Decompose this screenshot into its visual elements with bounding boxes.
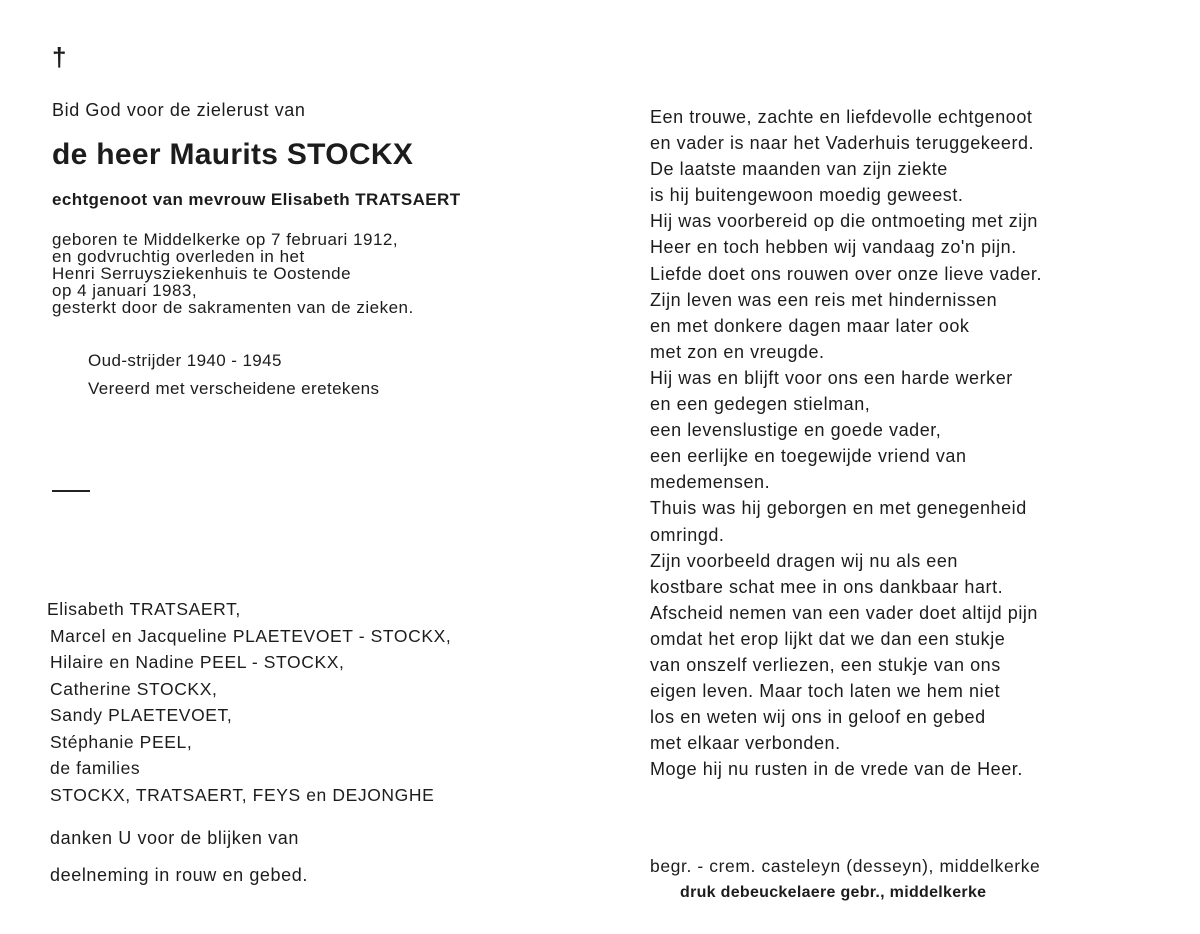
undertaker-credit: begr. - crem. casteleyn (desseyn), middelkerke [650,856,1041,876]
poem-line: van onszelf verliezen, een stukje van ons [650,654,1001,675]
poem-line: met zon en vreugde. [650,341,825,362]
spouse-line: echtgenoot van mevrouw Elisabeth TRATSAERT [52,190,461,209]
family-line: de families [50,758,141,778]
poem-line: los en weten wij ons in geloof en gebed [650,707,986,728]
poem-line: kostbare schat mee in ons dankbaar hart. [650,576,1004,597]
poem-line: Een trouwe, zachte en liefdevolle echtgenoot [650,107,1033,127]
poem-line: Hij was voorbereid op die ontmoeting met zijn [650,211,1038,232]
family-line: Catherine STOCKX, [50,678,218,699]
poem-line: Heer en toch hebben wij vandaag zo'n pijn. [650,237,1017,258]
poem-line: met elkaar verbonden. [650,733,841,754]
thanks [50,820,308,894]
poem-line: eigen leven. Maar toch laten we hem niet [650,681,1001,702]
poem-line: medemensen. [650,472,771,493]
poem-line: een levenslustige en goede vader, [650,420,942,441]
poem-line: Afscheid nemen van een vader doet altijd pijn [650,602,1038,623]
biography [52,231,414,316]
thanks-line: danken U voor de blijken van [50,828,299,848]
cross-icon: † [52,42,67,72]
biography-line: gesterkt door de sakramenten van de zieken. [52,298,414,317]
poem-line: Thuis was hij geborgen en met genegenheid [650,498,1027,519]
poem-line: en met donkere dagen maar later ook [650,315,970,336]
prayer-line: Bid God voor de zielerust van [52,100,306,120]
honors-line: Oud-strijder 1940 - 1945 [88,351,282,370]
poem-line: De laatste maanden van zijn ziekte [650,159,948,180]
poem-line: omdat het erop lijkt dat we dan een stukje [650,628,1006,649]
thanks-line: deelneming in rouw en gebed. [50,865,308,885]
poem-line: en een gedegen stielman, [650,394,871,415]
poem-line: en vader is naar het Vaderhuis teruggekeerd. [650,133,1035,154]
biography-line: geboren te Middelkerke op 7 februari 1912, [52,230,399,249]
biography-line: Henri Serruysziekenhuis te Oostende [52,264,352,283]
family-line: Hilaire en Nadine PEEL - STOCKX, [50,652,345,672]
deceased-name: de heer Maurits STOCKX [52,138,414,171]
poem-line: Liefde doet ons rouwen over onze lieve vader. [650,263,1042,284]
family-line: Sandy PLAETEVOET, [50,705,233,725]
poem-line: is hij buitengewoon moedig geweest. [650,185,964,206]
biography-line: op 4 januari 1983, [52,281,198,300]
poem-line: Hij was en blijft voor ons een harde werker [650,367,1013,388]
biography-line: en godvruchtig overleden in het [52,247,305,266]
family-list [47,596,451,808]
poem-line: omringd. [650,524,725,545]
divider [52,490,90,492]
poem-line: Moge hij nu rusten in de vrede van de Heer. [650,759,1023,780]
family-line: Elisabeth TRATSAERT, [47,599,241,619]
family-line: Marcel en Jacqueline PLAETEVOET - STOCKX, [50,625,452,646]
poem-line: Zijn leven was een reis met hindernissen [650,289,998,310]
poem [650,104,1042,782]
printer-credit: druk debeuckelaere gebr., middelkerke [680,884,987,901]
family-line: STOCKX, TRATSAERT, FEYS en DEJONGHE [50,784,435,805]
poem-line: Zijn voorbeeld dragen wij nu als een [650,550,958,571]
honors-line: Vereerd met verscheidene eretekens [88,379,380,398]
family-line: Stéphanie PEEL, [50,731,193,752]
poem-line: een eerlijke en toegewijde vriend van [650,446,967,467]
honors [88,347,379,403]
